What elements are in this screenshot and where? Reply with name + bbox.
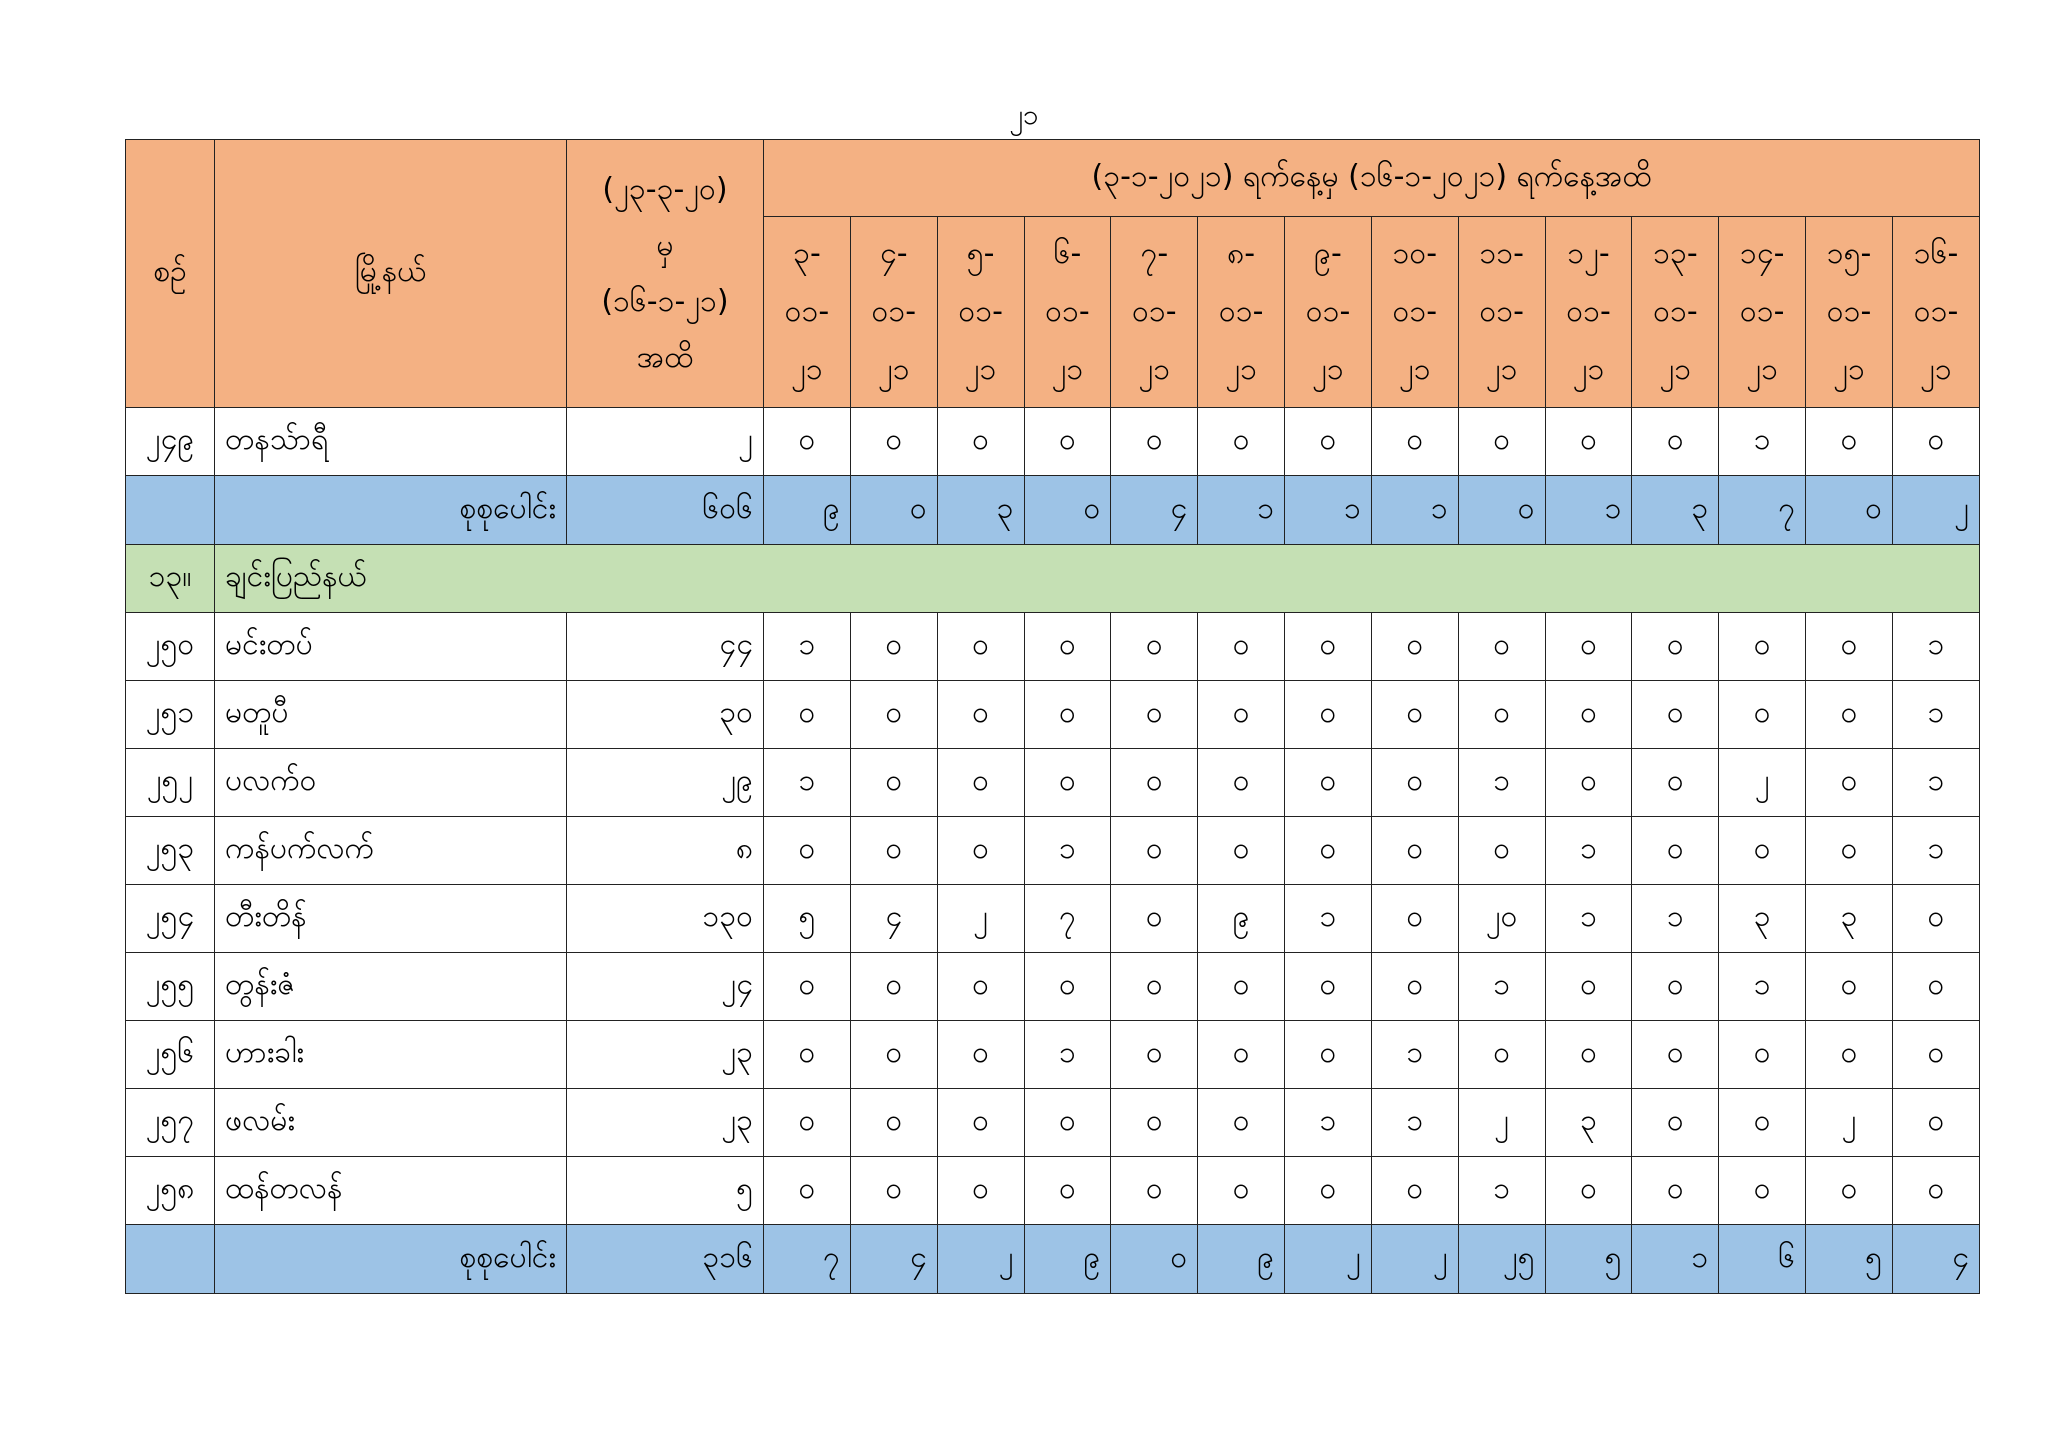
header-date-part: ၂၁: [1485, 352, 1518, 387]
row-daily-value: ၀: [1024, 613, 1111, 681]
row-daily-value: ၁: [1632, 1225, 1719, 1294]
row-township-name: ဖလမ်း: [215, 1089, 567, 1157]
header-date-part: ၂၁: [1312, 352, 1344, 387]
row-daily-value: ၀: [1198, 1089, 1285, 1157]
row-cumulative-total: ၁၃၀: [567, 885, 764, 953]
row-daily-value: ၀: [1111, 681, 1198, 749]
row-daily-value: ၁: [1545, 885, 1632, 953]
row-daily-value: ၁: [1892, 749, 1979, 817]
header-date-part: ၁၆-: [1913, 236, 1959, 271]
header-date-part: ၀၁-: [1739, 294, 1785, 329]
row-daily-value: ၀: [1632, 1157, 1719, 1225]
row-daily-value: ၀: [1632, 1089, 1719, 1157]
row-daily-value: ၀: [1371, 817, 1458, 885]
row-cumulative-total: ၂၃: [567, 1021, 764, 1089]
header-date-part: ၀၁-: [958, 294, 1003, 329]
row-daily-value: ၁: [764, 613, 851, 681]
row-daily-value: ၀: [764, 1089, 851, 1157]
row-daily-value: ၀: [1111, 1157, 1198, 1225]
row-daily-value: ၁: [1458, 749, 1545, 817]
row-daily-value: ၀: [1632, 408, 1719, 476]
header-date-part: ၂၁: [1138, 352, 1171, 387]
row-daily-value: ၉: [1024, 1225, 1111, 1294]
row-serial-no: ၂၅၈: [126, 1157, 215, 1225]
row-daily-value: ၄: [850, 885, 937, 953]
row-serial-no: ၂၄၉: [126, 408, 215, 476]
row-daily-value: ၁: [1024, 1021, 1111, 1089]
header-date-part: ၀၁-: [1913, 294, 1959, 329]
row-daily-value: ၀: [1024, 408, 1111, 476]
total-row: [126, 476, 1980, 545]
row-daily-value: ၀: [937, 1021, 1024, 1089]
row-daily-value: ၂: [1285, 1225, 1372, 1294]
row-daily-value: ၀: [850, 408, 937, 476]
row-serial-no: ၂၅၂: [126, 749, 215, 817]
header-date-7: [1285, 217, 1372, 408]
row-daily-value: ၀: [937, 817, 1024, 885]
header-date-part: ၂၁: [1051, 352, 1084, 387]
row-daily-value: ၁: [1285, 476, 1372, 545]
row-daily-value: ၁: [1892, 681, 1979, 749]
header-date-part: ၂၁: [1225, 352, 1257, 387]
row-daily-value: ၀: [1371, 953, 1458, 1021]
row-daily-value: ၀: [850, 681, 937, 749]
row-daily-value: ၀: [1285, 953, 1372, 1021]
row-daily-value: ၂၀: [1458, 885, 1545, 953]
row-daily-value: ၂: [937, 1225, 1024, 1294]
header-date-5: [1111, 217, 1198, 408]
row-township-name: ကန်ပက်လက်: [215, 817, 567, 885]
header-date-part: ၄-: [879, 236, 908, 271]
header-date-1: [764, 217, 851, 408]
row-daily-value: ၀: [1371, 749, 1458, 817]
header-date-part: ၁၃-: [1653, 236, 1698, 271]
header-date-part: ၀၁-: [1218, 294, 1264, 329]
row-daily-value: ၀: [1024, 953, 1111, 1021]
row-daily-value: ၂: [1892, 476, 1979, 545]
row-daily-value: ၁: [1285, 1089, 1372, 1157]
row-daily-value: ၀: [1285, 681, 1372, 749]
row-daily-value: ၀: [764, 1021, 851, 1089]
row-daily-value: ၁: [1198, 476, 1285, 545]
row-daily-value: ၀: [850, 613, 937, 681]
row-daily-value: ၀: [1806, 749, 1893, 817]
row-daily-value: ၇: [1719, 476, 1806, 545]
header-date-part: ၂၁: [791, 352, 823, 387]
row-cumulative-total: ၂၉: [567, 749, 764, 817]
row-daily-value: ၀: [1719, 681, 1806, 749]
header-date-part: ၁၄-: [1739, 236, 1785, 271]
header-date-range: (၃-၁-၂၀၂၁) ရက်နေ့မှ (၁၆-၁-၂၀၂၁) ရက်နေ့အထိ: [764, 140, 1980, 217]
row-daily-value: ၁: [1371, 1021, 1458, 1089]
row-daily-value: ၀: [1111, 613, 1198, 681]
header-date-part: ၁၂-: [1567, 236, 1610, 271]
row-serial-no: ၂၅၀: [126, 613, 215, 681]
row-daily-value: ၂: [1806, 1089, 1893, 1157]
row-daily-value: ၀: [1024, 749, 1111, 817]
page-number: ၂၁: [1009, 98, 1039, 131]
row-daily-value: ၀: [1892, 1157, 1979, 1225]
header-date-part: ၆-: [1053, 236, 1082, 271]
row-cumulative-total: ၂၄: [567, 953, 764, 1021]
row-daily-value: ၀: [1198, 1021, 1285, 1089]
row-daily-value: ၀: [1024, 476, 1111, 545]
header-date-11: [1632, 217, 1719, 408]
row-daily-value: ၁: [1458, 953, 1545, 1021]
row-daily-value: ၀: [1198, 749, 1285, 817]
table-row: [126, 681, 1980, 749]
header-cumulative-line-1: (၂၃-၃-၂၀): [602, 171, 728, 207]
row-daily-value: ၀: [1111, 1089, 1198, 1157]
row-daily-value: ၀: [1371, 408, 1458, 476]
row-daily-value: ၂: [1371, 1225, 1458, 1294]
header-cumulative-line-3: (၁၆-၁-၂၁): [601, 283, 729, 319]
row-daily-value: ၉: [1198, 1225, 1285, 1294]
row-daily-value: ၂၅: [1458, 1225, 1545, 1294]
row-daily-value: ၀: [850, 1089, 937, 1157]
row-daily-value: ၃: [937, 476, 1024, 545]
row-daily-value: ၀: [1111, 885, 1198, 953]
table-row: [126, 817, 1980, 885]
header-date-8: [1371, 217, 1458, 408]
header-cumulative-line-4: အထိ: [636, 339, 694, 375]
header-date-part: ၀၁-: [784, 294, 830, 329]
row-daily-value: ၀: [850, 476, 937, 545]
row-serial-no: [126, 1225, 215, 1294]
header-date-10: [1545, 217, 1632, 408]
row-daily-value: ၀: [1024, 1157, 1111, 1225]
row-daily-value: ၀: [850, 953, 937, 1021]
row-daily-value: ၀: [1806, 1021, 1893, 1089]
row-serial-no: ၂၅၇: [126, 1089, 215, 1157]
row-cumulative-total: ၂၃: [567, 1089, 764, 1157]
row-daily-value: ၅: [1545, 1225, 1632, 1294]
header-date-9: [1458, 217, 1545, 408]
row-daily-value: ၀: [764, 953, 851, 1021]
header-date-part: ၁၁-: [1479, 236, 1524, 271]
row-township-name: ပလက်ဝ: [215, 749, 567, 817]
row-daily-value: ၀: [1545, 1157, 1632, 1225]
row-daily-value: ၀: [1198, 953, 1285, 1021]
row-daily-value: ၃: [1632, 476, 1719, 545]
row-cumulative-total: ၃၁၆: [567, 1225, 764, 1294]
row-daily-value: ၀: [937, 749, 1024, 817]
row-daily-value: ၀: [1719, 817, 1806, 885]
row-daily-value: ၃: [1719, 885, 1806, 953]
row-daily-value: ၁: [1892, 613, 1979, 681]
header-date-part: ၀၁-: [1392, 294, 1438, 329]
row-daily-value: ၀: [1198, 817, 1285, 885]
row-daily-value: ၀: [1545, 681, 1632, 749]
header-cumulative-line-2: မှ: [656, 227, 674, 263]
row-daily-value: ၁: [1371, 1089, 1458, 1157]
row-daily-value: ၀: [1892, 1089, 1979, 1157]
row-daily-value: ၂: [937, 885, 1024, 953]
row-township-name: ထန်တလန်: [215, 1157, 567, 1225]
row-daily-value: ၀: [1632, 749, 1719, 817]
row-cumulative-total: ၈: [567, 817, 764, 885]
row-daily-value: ၀: [1545, 613, 1632, 681]
row-daily-value: ၀: [1632, 953, 1719, 1021]
header-date-13: [1806, 217, 1893, 408]
row-daily-value: ၁: [1892, 817, 1979, 885]
row-daily-value: ၁: [1545, 817, 1632, 885]
row-serial-no: [126, 476, 215, 545]
row-township-name: မင်းတပ်: [215, 613, 567, 681]
total-label: စုစုပေါင်း: [215, 1225, 567, 1294]
row-daily-value: ၀: [1111, 953, 1198, 1021]
row-daily-value: ၀: [1806, 1157, 1893, 1225]
header-date-part: ၀၁-: [1479, 294, 1524, 329]
row-daily-value: ၀: [937, 408, 1024, 476]
header-date-12: [1719, 217, 1806, 408]
section-number: ၁၃။: [126, 545, 215, 613]
section-name: ချင်းပြည်နယ်: [215, 545, 1980, 613]
header-date-part: ၂၁: [877, 352, 910, 387]
header-date-part: ၀၁-: [871, 294, 917, 329]
total-label: စုစုပေါင်း: [215, 476, 567, 545]
row-daily-value: ၀: [1719, 613, 1806, 681]
row-daily-value: ၀: [937, 681, 1024, 749]
row-daily-value: ၀: [1719, 1157, 1806, 1225]
row-daily-value: ၅: [764, 885, 851, 953]
row-daily-value: ၀: [1806, 408, 1893, 476]
table-body: [126, 408, 1980, 1294]
row-daily-value: ၀: [1371, 681, 1458, 749]
table-row: [126, 408, 1980, 476]
row-daily-value: ၁: [1719, 953, 1806, 1021]
row-serial-no: ၂၅၆: [126, 1021, 215, 1089]
row-daily-value: ၀: [1892, 1021, 1979, 1089]
header-date-part: ၀၁-: [1045, 294, 1090, 329]
row-daily-value: ၂: [1719, 749, 1806, 817]
row-serial-no: ၂၅၃: [126, 817, 215, 885]
row-daily-value: ၀: [764, 1157, 851, 1225]
row-daily-value: ၀: [1024, 681, 1111, 749]
row-daily-value: ၄: [1892, 1225, 1979, 1294]
row-daily-value: ၀: [1892, 885, 1979, 953]
row-daily-value: ၀: [1458, 408, 1545, 476]
row-daily-value: ၂: [1458, 1089, 1545, 1157]
row-daily-value: ၀: [1806, 476, 1893, 545]
header-date-3: [937, 217, 1024, 408]
row-township-name: တနသ်ာရီ: [215, 408, 567, 476]
row-daily-value: ၀: [1806, 613, 1893, 681]
row-daily-value: ၀: [937, 613, 1024, 681]
row-cumulative-total: ၆၀၆: [567, 476, 764, 545]
row-daily-value: ၇: [1024, 885, 1111, 953]
header-date-part: ၂၁: [1572, 352, 1605, 387]
row-daily-value: ၀: [1111, 817, 1198, 885]
header-date-part: ၈-: [1227, 236, 1256, 271]
header-date-part: ၂၁: [1746, 352, 1779, 387]
header-date-part: ၁၀-: [1392, 236, 1438, 271]
row-daily-value: ၀: [1545, 953, 1632, 1021]
row-cumulative-total: ၅: [567, 1157, 764, 1225]
table-row: [126, 885, 1980, 953]
row-daily-value: ၀: [1545, 1021, 1632, 1089]
row-daily-value: ၀: [1371, 613, 1458, 681]
table-row: [126, 613, 1980, 681]
row-township-name: တီးတိန်: [215, 885, 567, 953]
row-daily-value: ၀: [1719, 1021, 1806, 1089]
row-cumulative-total: ၂: [567, 408, 764, 476]
row-daily-value: ၁: [1458, 1157, 1545, 1225]
row-daily-value: ၁: [1024, 817, 1111, 885]
row-daily-value: ၀: [1285, 749, 1372, 817]
row-township-name: မတူပီ: [215, 681, 567, 749]
header-date-part: ၀၁-: [1305, 294, 1351, 329]
row-daily-value: ၄: [850, 1225, 937, 1294]
header-date-part: ၀၁-: [1653, 294, 1698, 329]
header-date-part: ၀၁-: [1566, 294, 1611, 329]
table-row: [126, 953, 1980, 1021]
row-daily-value: ၁: [764, 749, 851, 817]
header-date-part: ၁၅-: [1826, 236, 1872, 271]
table-row: [126, 1021, 1980, 1089]
row-daily-value: ၀: [1632, 817, 1719, 885]
row-daily-value: ၀: [850, 1021, 937, 1089]
header-cumulative: [567, 140, 764, 408]
row-daily-value: ၀: [1111, 1225, 1198, 1294]
header-date-14: [1892, 217, 1979, 408]
row-daily-value: ၉: [1198, 885, 1285, 953]
row-daily-value: ၀: [850, 1157, 937, 1225]
header-date-4: [1024, 217, 1111, 408]
row-serial-no: ၂၅၄: [126, 885, 215, 953]
row-serial-no: ၂၅၅: [126, 953, 215, 1021]
table-row: [126, 1157, 1980, 1225]
row-daily-value: ၀: [1285, 408, 1372, 476]
row-daily-value: ၇: [764, 1225, 851, 1294]
row-daily-value: ၁: [1632, 885, 1719, 953]
row-daily-value: ၄: [1111, 476, 1198, 545]
row-daily-value: ၀: [1806, 681, 1893, 749]
row-daily-value: ၀: [1371, 1157, 1458, 1225]
row-daily-value: ၀: [1198, 1157, 1285, 1225]
row-daily-value: ၀: [1285, 1157, 1372, 1225]
row-daily-value: ၀: [1285, 817, 1372, 885]
row-daily-value: ၀: [764, 817, 851, 885]
row-daily-value: ၀: [1285, 613, 1372, 681]
row-daily-value: ၀: [937, 1089, 1024, 1157]
total-row: [126, 1225, 1980, 1294]
row-daily-value: ၀: [1111, 408, 1198, 476]
row-daily-value: ၀: [1719, 1089, 1806, 1157]
row-daily-value: ၀: [1458, 613, 1545, 681]
header-date-part: ၀၁-: [1826, 294, 1872, 329]
table-row: [126, 1089, 1980, 1157]
row-daily-value: ၁: [1719, 408, 1806, 476]
row-daily-value: ၀: [1111, 749, 1198, 817]
covid-cases-table: [125, 139, 1980, 1294]
row-daily-value: ၀: [850, 749, 937, 817]
row-daily-value: ၀: [1198, 681, 1285, 749]
row-daily-value: ၀: [1458, 681, 1545, 749]
row-daily-value: ၀: [1632, 681, 1719, 749]
header-date-part: ၂၁: [1833, 352, 1865, 387]
row-daily-value: ၅: [1806, 1225, 1893, 1294]
row-daily-value: ၆: [1719, 1225, 1806, 1294]
header-date-2: [850, 217, 937, 408]
header-row-top: [126, 140, 1980, 217]
row-daily-value: ၀: [1198, 408, 1285, 476]
row-daily-value: ၀: [937, 1157, 1024, 1225]
row-daily-value: ၀: [1806, 953, 1893, 1021]
header-serial-no: စဉ်: [126, 140, 215, 408]
row-daily-value: ၀: [850, 817, 937, 885]
row-daily-value: ၀: [1632, 613, 1719, 681]
row-cumulative-total: ၃၀: [567, 681, 764, 749]
row-daily-value: ၀: [1198, 613, 1285, 681]
row-daily-value: ၀: [1458, 476, 1545, 545]
section-row: [126, 545, 1980, 613]
header-date-part: ၂၁: [1659, 352, 1692, 387]
header-date-part: ၇-: [1140, 236, 1169, 271]
table-row: [126, 749, 1980, 817]
row-township-name: ဟားခါး: [215, 1021, 567, 1089]
header-date-part: ၂၁: [1920, 352, 1952, 387]
row-daily-value: ၀: [1545, 408, 1632, 476]
row-daily-value: ၀: [1285, 1021, 1372, 1089]
row-daily-value: ၁: [1285, 885, 1372, 953]
row-daily-value: ၀: [1458, 817, 1545, 885]
row-daily-value: ၃: [1806, 885, 1893, 953]
header-date-part: ၅-: [966, 236, 995, 271]
row-daily-value: ၀: [1892, 953, 1979, 1021]
row-daily-value: ၀: [764, 681, 851, 749]
header-date-part: ၉-: [1314, 236, 1342, 271]
row-daily-value: ၀: [1458, 1021, 1545, 1089]
row-daily-value: ၀: [1024, 1089, 1111, 1157]
header-township: မြို့နယ်: [215, 140, 567, 408]
row-daily-value: ၀: [1892, 408, 1979, 476]
row-daily-value: ၀: [937, 953, 1024, 1021]
row-daily-value: ၀: [1111, 1021, 1198, 1089]
row-serial-no: ၂၅၁: [126, 681, 215, 749]
row-daily-value: ၁: [1371, 476, 1458, 545]
header-date-part: ၂၁: [1399, 352, 1431, 387]
row-daily-value: ၀: [764, 408, 851, 476]
row-daily-value: ၀: [1545, 749, 1632, 817]
row-daily-value: ၀: [1632, 1021, 1719, 1089]
header-date-part: ၀၁-: [1132, 294, 1177, 329]
row-township-name: တွန်းဇံ: [215, 953, 567, 1021]
row-daily-value: ၃: [1545, 1089, 1632, 1157]
header-date-part: ၃-: [793, 236, 821, 271]
row-cumulative-total: ၄၄: [567, 613, 764, 681]
row-daily-value: ၀: [1806, 817, 1893, 885]
row-daily-value: ၉: [764, 476, 851, 545]
header-date-6: [1198, 217, 1285, 408]
header-date-part: ၂၁: [964, 352, 997, 387]
row-daily-value: ၁: [1545, 476, 1632, 545]
row-daily-value: ၀: [1371, 885, 1458, 953]
